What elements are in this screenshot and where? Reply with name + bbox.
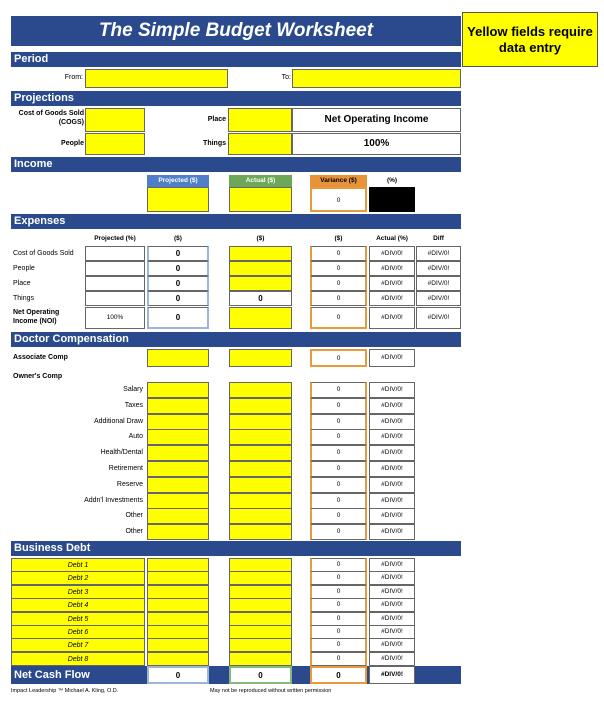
income-actual-header: Actual ($) [229, 175, 292, 187]
owner-comp-row-proj[interactable] [147, 445, 209, 461]
noi-label: Net Operating Income [292, 108, 461, 132]
debt-row-pct: #DIV/0! [369, 571, 415, 585]
owner-comp-row-pct: #DIV/0! [369, 398, 415, 414]
debt-row-label[interactable]: Debt 2 [11, 571, 145, 585]
section-business-debt: Business Debt [11, 541, 461, 556]
debt-row-proj[interactable] [147, 598, 209, 612]
owner-comp-row-proj[interactable] [147, 524, 209, 540]
footer-copyright: May not be reproduced without written permission [210, 688, 332, 694]
debt-row-proj[interactable] [147, 571, 209, 585]
owner-comp-row-proj[interactable] [147, 461, 209, 477]
debt-row-proj[interactable] [147, 612, 209, 626]
income-pct-header: (%) [386, 177, 398, 184]
owner-comp-row-proj[interactable] [147, 508, 209, 524]
owner-comp-row-variance: 0 [310, 508, 367, 524]
income-pct-blackout [369, 187, 415, 212]
debt-row-pct: #DIV/0! [369, 598, 415, 612]
debt-row-actual[interactable] [229, 571, 292, 585]
expense-row-proj: 0 [147, 276, 209, 291]
income-actual-input[interactable] [229, 187, 292, 212]
debt-row-proj[interactable] [147, 638, 209, 652]
noi-row-variance: 0 [310, 307, 367, 329]
noi-value: 100% [292, 133, 461, 155]
expense-row-actual-pct: #DIV/0! [369, 291, 415, 306]
section-income: Income [11, 157, 461, 172]
owner-comp-row-variance: 0 [310, 414, 367, 430]
people-label: People [61, 140, 84, 147]
expense-row-label: Cost of Goods Sold [13, 250, 74, 257]
owner-comp-row-actual[interactable] [229, 461, 292, 477]
owner-comp-row-actual[interactable] [229, 429, 292, 445]
owner-comp-row-label: Salary [123, 386, 143, 393]
debt-row-variance: 0 [310, 612, 367, 626]
debt-row-actual[interactable] [229, 612, 292, 626]
debt-row-variance: 0 [310, 652, 367, 666]
noi-row-proj: 0 [147, 307, 209, 329]
owner-comp-row-label: Taxes [124, 402, 143, 409]
net-actual-value: 0 [229, 666, 292, 684]
owner-comp-row-proj[interactable] [147, 398, 209, 414]
owner-comp-row-actual[interactable] [229, 493, 292, 509]
place-label: Place [207, 116, 226, 123]
owners-comp-label: Owner's Comp [13, 373, 63, 380]
income-projected-input[interactable] [147, 187, 209, 212]
expense-row-variance: 0 [310, 246, 367, 261]
owner-comp-row-label: Additional Draw [93, 418, 143, 425]
expense-row-proj-pct[interactable] [85, 291, 145, 306]
expense-row-label: Place [13, 280, 31, 287]
owner-comp-row-actual[interactable] [229, 508, 292, 524]
exp-proj-header: ($) [174, 235, 182, 242]
expense-row-diff: #DIV/0! [416, 276, 461, 291]
expense-row-diff: #DIV/0! [416, 291, 461, 306]
owner-comp-row-actual[interactable] [229, 445, 292, 461]
debt-row-proj[interactable] [147, 652, 209, 666]
owner-comp-row-label: Auto [128, 433, 143, 440]
owner-comp-row-label: Other [125, 512, 143, 519]
from-label: From: [64, 74, 83, 81]
cogs-label: Cost of Goods Sold (COGS) [18, 110, 84, 126]
expense-row-proj-pct[interactable] [85, 246, 145, 261]
income-projected-header: Projected ($) [147, 175, 209, 187]
expense-row-diff: #DIV/0! [416, 261, 461, 276]
exp-var-header: ($) [334, 235, 343, 242]
debt-row-variance: 0 [310, 638, 367, 652]
owner-comp-row-pct: #DIV/0! [369, 493, 415, 509]
debt-row-label[interactable]: Debt 1 [11, 558, 145, 572]
debt-row-actual[interactable] [229, 558, 292, 572]
section-period: Period [11, 52, 461, 67]
owner-comp-row-variance: 0 [310, 461, 367, 477]
exp-actual-pct-header: Actual (%) [376, 235, 408, 242]
expense-row-proj: 0 [147, 246, 209, 261]
owner-comp-row-variance: 0 [310, 429, 367, 445]
owner-comp-row-actual[interactable] [229, 398, 292, 414]
associate-pct: #DIV/0! [369, 349, 415, 367]
income-variance-header: Variance ($) [310, 175, 367, 187]
debt-row-actual[interactable] [229, 598, 292, 612]
owner-comp-row-actual[interactable] [229, 524, 292, 540]
net-proj-value: 0 [147, 666, 209, 684]
section-expenses: Expenses [11, 214, 461, 229]
worksheet-title: The Simple Budget Worksheet [11, 16, 461, 46]
owner-comp-row-proj[interactable] [147, 477, 209, 493]
expense-row-actual-pct: #DIV/0! [369, 276, 415, 291]
owner-comp-row-proj[interactable] [147, 414, 209, 430]
section-net-cash-flow: Net Cash Flow [11, 666, 461, 684]
expense-row-diff: #DIV/0! [416, 246, 461, 261]
expense-row-variance: 0 [310, 291, 367, 306]
owner-comp-row-pct: #DIV/0! [369, 429, 415, 445]
owner-comp-row-proj[interactable] [147, 429, 209, 445]
expense-row-proj: 0 [147, 291, 209, 306]
noi-row-actual-pct: #DIV/0! [369, 307, 415, 329]
place-input[interactable] [228, 108, 292, 132]
debt-row-label[interactable]: Debt 7 [11, 638, 145, 652]
debt-row-proj[interactable] [147, 585, 209, 599]
expense-row-label: Things [13, 295, 35, 302]
noi-row-actual[interactable] [229, 307, 292, 329]
owner-comp-row-label: Other [125, 528, 143, 535]
owner-comp-row-label: Health/Dental [100, 449, 143, 456]
expense-row-proj-pct[interactable] [85, 276, 145, 291]
owner-comp-row-pct: #DIV/0! [369, 508, 415, 524]
things-input[interactable] [228, 133, 292, 155]
noi-row-proj-pct: 100% [85, 307, 145, 329]
debt-row-variance: 0 [310, 585, 367, 599]
debt-row-label[interactable]: Debt 5 [11, 612, 145, 626]
owner-comp-row-actual[interactable] [229, 414, 292, 430]
exp-diff-header: Diff [433, 235, 444, 242]
debt-row-label[interactable]: Debt 3 [11, 585, 145, 599]
expense-row-actual[interactable] [229, 246, 292, 261]
exp-proj-pct-header: Projected (%) [94, 235, 136, 242]
owner-comp-row-pct: #DIV/0! [369, 461, 415, 477]
expense-row-actual[interactable] [229, 276, 292, 291]
owner-comp-row-variance: 0 [310, 493, 367, 509]
expense-row-actual: 0 [229, 291, 292, 306]
owner-comp-row-variance: 0 [310, 524, 367, 540]
debt-row-pct: #DIV/0! [369, 652, 415, 666]
owner-comp-row-label: Retirement [108, 465, 143, 472]
debt-row-proj[interactable] [147, 558, 209, 572]
owner-comp-row-pct: #DIV/0! [369, 445, 415, 461]
owner-comp-row-proj[interactable] [147, 382, 209, 398]
debt-row-pct: #DIV/0! [369, 638, 415, 652]
owner-comp-row-variance: 0 [310, 382, 367, 398]
associate-actual-input[interactable] [229, 349, 292, 367]
debt-row-pct: #DIV/0! [369, 558, 415, 572]
things-label: Things [203, 140, 226, 147]
associate-proj-input[interactable] [147, 349, 209, 367]
net-var-value: 0 [310, 666, 367, 684]
income-variance-value: 0 [310, 187, 367, 212]
section-projections: Projections [11, 91, 461, 106]
debt-row-variance: 0 [310, 625, 367, 639]
to-label: To: [281, 74, 291, 81]
section-doctor-comp: Doctor Compensation [11, 332, 461, 347]
debt-row-pct: #DIV/0! [369, 585, 415, 599]
people-input[interactable] [85, 133, 145, 155]
debt-row-pct: #DIV/0! [369, 612, 415, 626]
debt-row-variance: 0 [310, 558, 367, 572]
data-entry-note: Yellow fields require data entry [462, 12, 598, 67]
owner-comp-row-variance: 0 [310, 477, 367, 493]
footer-credit: Impact Leadership ™ Michael A. Kling, O.D. [11, 688, 119, 694]
debt-row-pct: #DIV/0! [369, 625, 415, 639]
debt-row-actual[interactable] [229, 585, 292, 599]
associate-variance: 0 [310, 349, 367, 367]
from-input[interactable] [85, 69, 228, 88]
debt-row-variance: 0 [310, 571, 367, 585]
exp-actual-header: ($) [256, 235, 265, 242]
owner-comp-row-pct: #DIV/0! [369, 524, 415, 540]
expense-row-variance: 0 [310, 261, 367, 276]
owner-comp-row-pct: #DIV/0! [369, 414, 415, 430]
owner-comp-row-actual[interactable] [229, 477, 292, 493]
to-input[interactable] [292, 69, 461, 88]
expense-row-variance: 0 [310, 276, 367, 291]
debt-row-actual[interactable] [229, 625, 292, 639]
associate-comp-label: Associate Comp [13, 354, 68, 361]
expense-row-actual[interactable] [229, 261, 292, 276]
noi-row-label: Net Operating Income (NOI) [13, 309, 60, 325]
noi-row-diff: #DIV/0! [416, 307, 461, 329]
owner-comp-row-variance: 0 [310, 398, 367, 414]
debt-row-proj[interactable] [147, 625, 209, 639]
expense-row-actual-pct: #DIV/0! [369, 246, 415, 261]
cogs-input[interactable] [85, 108, 145, 132]
debt-row-variance: 0 [310, 598, 367, 612]
owner-comp-row-label: Addn'l Investments [84, 497, 143, 504]
debt-row-label[interactable]: Debt 8 [11, 652, 145, 666]
owner-comp-row-pct: #DIV/0! [369, 382, 415, 398]
net-pct-value: #DIV/0! [369, 666, 415, 684]
expense-row-label: People [13, 265, 35, 272]
expense-row-proj-pct[interactable] [85, 261, 145, 276]
owner-comp-row-proj[interactable] [147, 493, 209, 509]
owner-comp-row-actual[interactable] [229, 382, 292, 398]
owner-comp-row-pct: #DIV/0! [369, 477, 415, 493]
debt-row-label[interactable]: Debt 6 [11, 625, 145, 639]
expense-row-proj: 0 [147, 261, 209, 276]
owner-comp-row-variance: 0 [310, 445, 367, 461]
owner-comp-row-label: Reserve [116, 481, 143, 488]
debt-row-actual[interactable] [229, 638, 292, 652]
debt-row-label[interactable]: Debt 4 [11, 598, 145, 612]
debt-row-actual[interactable] [229, 652, 292, 666]
expense-row-actual-pct: #DIV/0! [369, 261, 415, 276]
